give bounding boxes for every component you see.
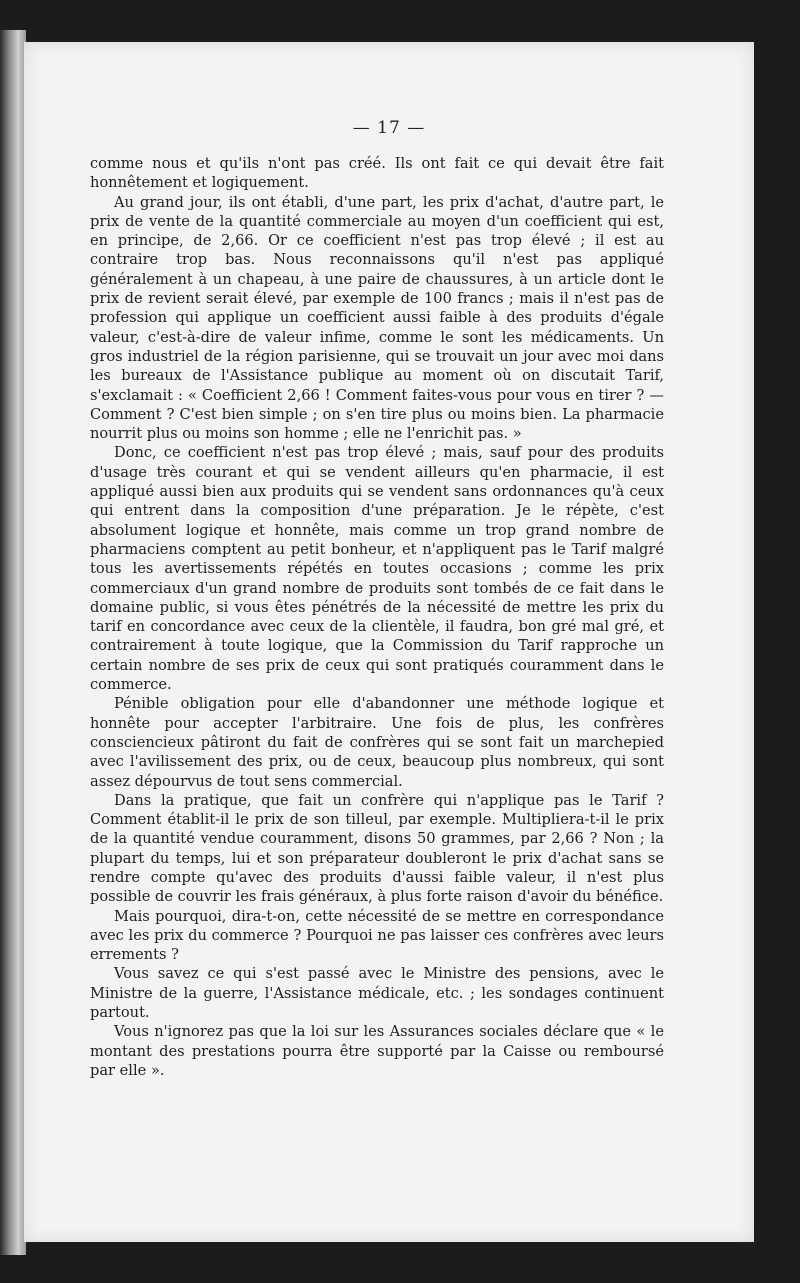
paragraph: comme nous et qu'ils n'ont pas créé. Ils ont fait ce qui devait être fait honnêtement et logiquement. [90, 155, 664, 192]
book-page [24, 42, 754, 1242]
paragraph: Vous n'ignorez pas que la loi sur les Assurances sociales déclare que « le montant des prestations pourra être supporté par la Caisse ou remboursé par elle ». [90, 1023, 664, 1079]
page-number: — 17 — [352, 118, 426, 138]
paragraph: Pénible obligation pour elle d'abandonner une méthode logique et honnête pour accepter l'arbitraire. Une fois de plus, les confrères consciencieux pâtiront du fait de confrères qui se sont fait un marchepied avec l'avilissement des prix, ou de ceux, beaucoup plus nombreux, qui sont assez dépourvus de tout sens commercial. [90, 695, 664, 790]
paragraph: Au grand jour, ils ont établi, d'une part, les prix d'achat, d'autre part, le prix de vente de la quantité commerciale au moyen d'un coefficient qui est, en principe, de 2,66. Or ce coefficient n'est pas trop élevé ; il est au contraire trop bas. Nous reconnaissons qu'il n'est pas appliqué généralement à un chapeau, à une paire de chaussures, à un article dont le prix de revient serait élevé, par exemple de 100 francs ; mais il n'est pas de profession qui applique un coefficient aussi faible à des produits d'égale valeur, c'est-à-dire de valeur infime, comme le sont les médicaments. Un gros industriel de la région parisienne, qui se trouvait un jour avec moi dans les bureaux de l'Assistance publique au moment où on discutait Tarif, s'exclamait : « Coefficient 2,66 ! Comment faites-vous pour vous en tirer ? — Comment ? C'est bien simple ; on s'en tire plus ou moins bien. La pharmacie nourrit plus ou moins son homme ; elle ne l'enrichit pas. » [90, 193, 664, 443]
paragraph: Dans la pratique, que fait un confrère qui n'applique pas le Tarif ? Comment établit-il le prix de son tilleul, par exemple. Multipliera-t-il le prix de la quantité vendue couramment, disons 50 grammes, par 2,66 ? Non ; la plupart du temps, lui et son préparateur doubleront le prix d'achat sans se rendre compte qu'avec des produits d'aussi faible valeur, il n'est plus possible de couvrir les frais généraux, à plus forte raison d'avoir du bénéfice. [90, 791, 664, 906]
paragraph: Mais pourquoi, dira-t-on, cette nécessité de se mettre en correspondance avec les prix du commerce ? Pourquoi ne pas laisser ces confrères avec leurs errements ? [90, 907, 664, 964]
paragraph: Donc, ce coefficient n'est pas trop élevé ; mais, sauf pour des produits d'usage très courant et qui se vendent ailleurs qu'en pharmacie, il est appliqué aussi bien aux produits qui se vendent sans ordonnances qu'à ceux qui entrent dans la composition d'une préparation. Je le répète, c'est absolument logique et honnête, mais comme un trop grand nombre de pharmaciens comptent au petit bonheur, et n'appliquent pas le Tarif malgré tous les avertissements répétés en toutes occasions ; comme les prix commerciaux d'un grand nombre de produits sont tombés de ce fait dans le domaine public, si vous êtes pénétrés de la nécessité de mettre les prix du tarif en concordance avec ceux de la clientèle, il faudra, bon gré mal gré, et contrairement à toute logique, que la Commission du Tarif rapproche un certain nombre de ses prix de ceux qui sont pratiqués couramment dans le commerce. [90, 444, 664, 694]
book-binding-edge [0, 30, 26, 1255]
body-text [90, 154, 664, 1080]
paragraph: Vous savez ce qui s'est passé avec le Ministre des pensions, avec le Ministre de la guerre, l'Assistance médicale, etc. ; les sondages continuent partout. [90, 965, 664, 1022]
